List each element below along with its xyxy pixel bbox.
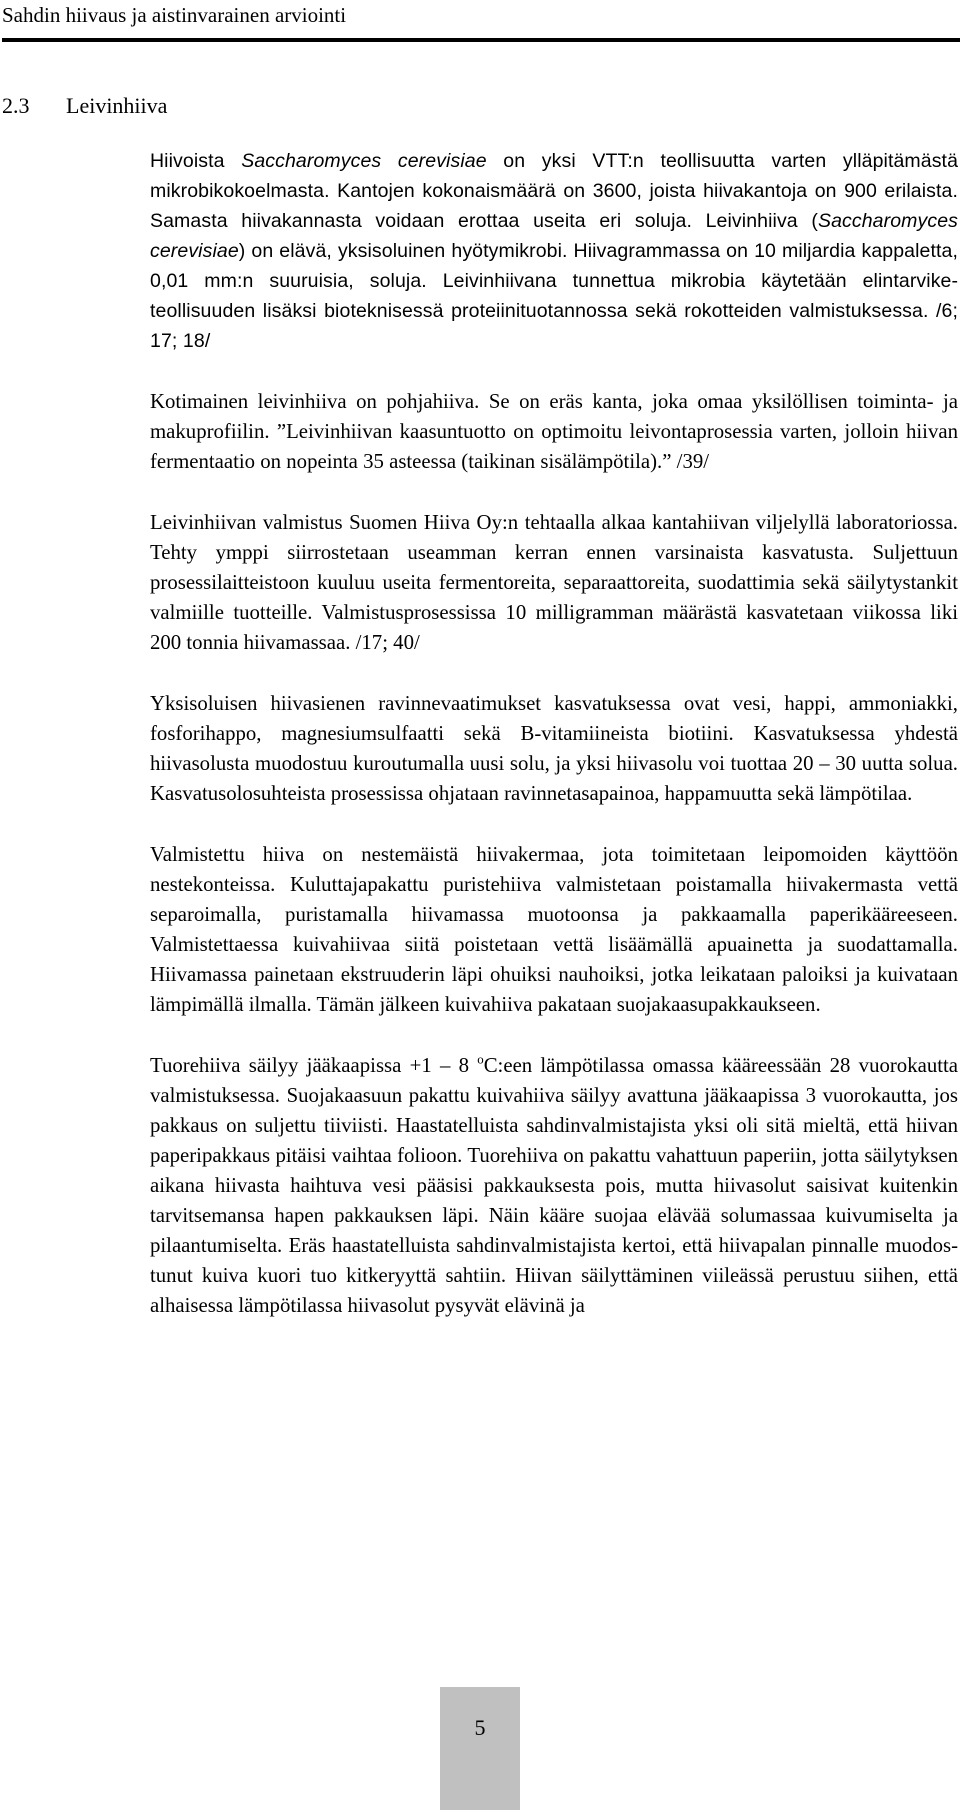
page-number: 5 xyxy=(474,1715,486,1740)
text-run: Tuorehiiva säilyy jääkaapissa +1 – 8 xyxy=(150,1054,478,1077)
header-rule xyxy=(2,38,960,42)
text-run: C:een lämpötilassa omassa kääreessään 28 vuorokautta valmistuksessa. Suojakaasuun pakattu kuivahiiva säilyy avattuna jääkaapissa 3 vuorokautta, jos pakkaus on suljettu tiiviisti. Haastatelluista sahdinvalmistajista yksi oli sitä mieltä, että hiivan paperipakkaus pitäisi vaihtaa folioon. Tuorehiiva on pakattu vahattuun paperiin, jotta säilytyksen aikana hiivasta haihtuva vesi pääsisi pakkauksesta pois, mutta hiivasolut saisivat kuitenkin tarvitsemansa hapen pakkauksen läpi. Näin kääre suojaa elävää solumassaa kuivumiselta ja pilaantumiselta. Eräs haastatelluista sahdinvalmistajista kertoi, että hiivapalan pinnalle muodostunut kuiva kuori tuo kitkeryyttä sahtiin. Hiivan säilyttäminen viileässä perustuu siihen, että alhaisessa lämpötilassa hiivasolut pysyvät elävinä ja xyxy=(150,1054,959,1317)
body-text xyxy=(150,146,958,1352)
paragraph: Valmistettu hiiva on nestemäistä hiivakermaa, jota toimitetaan leipomoiden käyttöön nestekonteissa. Kuluttajapakattu puristehiiva valmistetaan poistamalla hiivakermasta vettä separoimalla, puristamalla hiivamassa muotoonsa ja pakkaamalla paperikääreeseen. Valmistettaessa kuivahiivaa siitä poistetaan vettä lisäämällä apuainetta ja suodattamalla. Hiivamassa painetaan ekstruuderin läpi ohuiksi nauhoiksi, jotka leikataan paloiksi ja kuivataan lämpimällä ilmalla. Tämän jälkeen kuivahiiva pakataan suojakaasupakkaukseen. xyxy=(150,843,958,1016)
section-number: 2.3 xyxy=(2,93,30,118)
text-run: on yksi VTT:n teollisuutta varten ylläpitämästä mikrobikokoelmasta. Kantojen kokonaismäärä on 3600, joista hiivakantoja on 900 erilaista. Samasta hiivakannasta voidaan erottaa useita eri soluja. Leivinhiiva ( xyxy=(150,150,959,232)
species-name: Saccharomyces cerevisiae xyxy=(150,210,958,262)
text-run: ) on elävä, yksisoluinen hyötymikrobi. Hiivagrammassa on 10 miljardia kappaletta, 0,01 mm:n suuruisia, soluja. Leivinhiivana tunnettua mikrobia käytetään elintarviketeollisuuden lisäksi bioteknisessä proteiinituotannossa sekä rokotteiden valmistuksessa. /6; 17; 18/ xyxy=(150,240,958,352)
paragraph: Yksisoluisen hiivasienen ravinnevaatimukset kasvatuksessa ovat vesi, happi, ammoniakki, fosforihappo, magnesiumsulfaatti sekä B-vitamiineista biotiini. Kasvatuksessa yhdestä hiivasolusta muodostuu kuroutumalla uusi solu, ja yksi hiivasolu voi tuottaa 20 – 30 uutta solua. Kasvatusolosuhteista prosessissa ohjataan ravinnetasapainoa, happamuutta sekä lämpötilaa. xyxy=(150,692,958,805)
section-title: Leivinhiiva xyxy=(66,93,168,118)
species-name: Saccharomyces cerevisiae xyxy=(241,150,487,172)
paragraph xyxy=(150,1051,958,1321)
paragraph xyxy=(150,146,958,356)
text-run: Hiivoista xyxy=(150,150,242,172)
running-header xyxy=(0,0,960,44)
paragraph: Kotimainen leivinhiiva on pohjahiiva. Se on eräs kanta, joka omaa yksilöllisen toiminta- ja makuprofiilin. ”Leivinhiivan kaasuntuotto on optimoitu leivontaprosessia varten, jolloin hiivan fermentaatio on nopeinta 35 asteessa (taikinan sisälämpötila).” /39/ xyxy=(150,390,958,473)
document-title: Sahdin hiivaus ja aistinvarainen arviointi xyxy=(2,3,347,27)
paragraph: Leivinhiivan valmistus Suomen Hiiva Oy:n tehtaalla alkaa kantahiivan viljelyllä laboratoriossa. Tehty ymppi siirrostetaan useamman kerran ennen varsinaista kasvatusta. Suljettuun prosessilaitteistoon kuuluu useita fermentoreita, separaattoreita, suodattimia sekä säilytystankit valmiille tuotteille. Valmistusprosessissa 10 milligramman määrästä kasvatetaan viikossa liki 200 tonnia hiivamassaa. /17; 40/ xyxy=(150,511,958,654)
page-number-box xyxy=(440,1687,520,1810)
section-heading xyxy=(2,92,167,120)
degree-superscript: o xyxy=(477,1052,484,1067)
